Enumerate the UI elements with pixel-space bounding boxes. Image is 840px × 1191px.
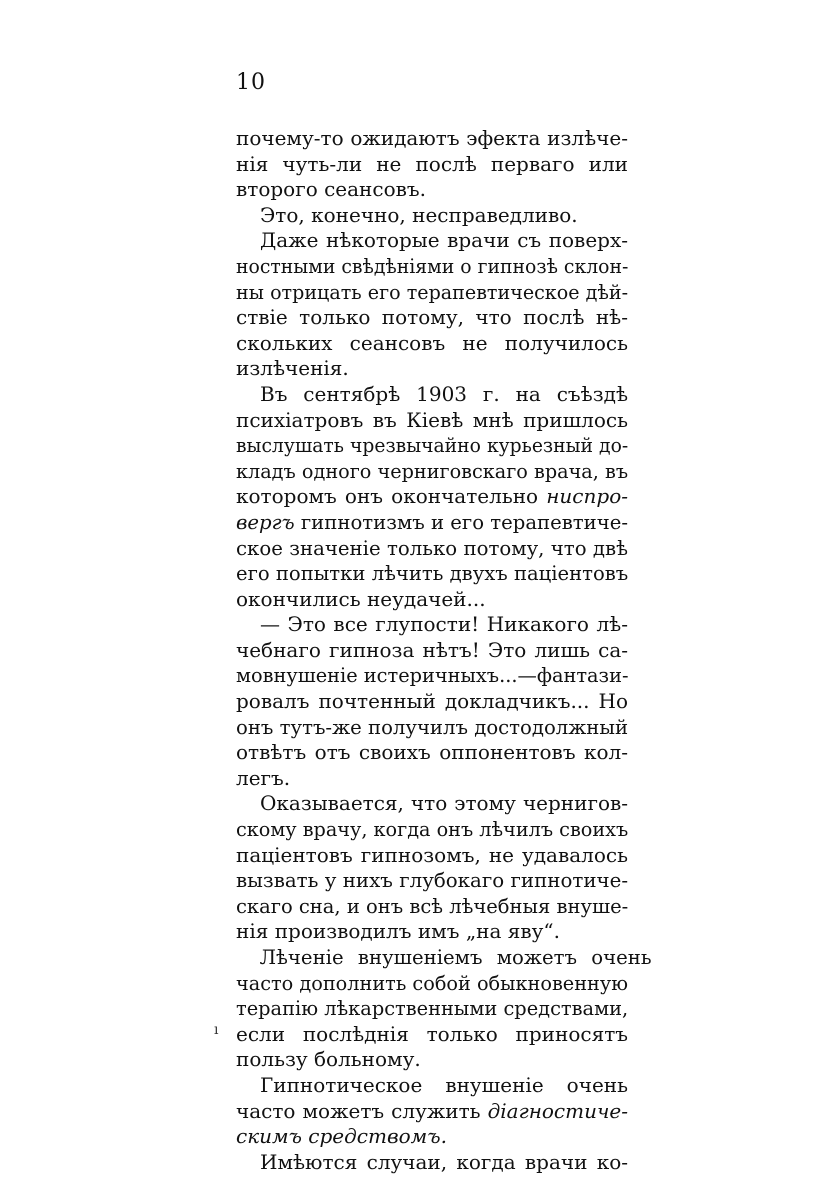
- text-span: гипнотизмъ и его терапевтиче-: [294, 509, 629, 534]
- text-span: если послѣднія только приносятъ: [236, 1021, 628, 1046]
- text-span: Это, конечно, несправедливо.: [260, 202, 578, 227]
- text-span: онъ тутъ-же получилъ достодолжный: [236, 714, 629, 739]
- text-line: [236, 1022, 628, 1048]
- text-span: нія чуть-ли не послѣ перваго или: [236, 151, 628, 176]
- text-line: [236, 356, 628, 382]
- text-line: [236, 177, 628, 203]
- text-line: [236, 894, 628, 920]
- text-line: [236, 868, 628, 894]
- text-line: [236, 536, 628, 562]
- text-span: нія производилъ имъ „на яву“.: [236, 919, 561, 944]
- text-line: [236, 663, 628, 689]
- text-span: — Это все глупости! Никакого лѣ-: [260, 612, 628, 637]
- text-span: вызвать у нихъ глубокаго гипнотиче-: [236, 868, 629, 893]
- text-line: [236, 587, 628, 613]
- text-span: Оказывается, что этому чернигов-: [260, 791, 628, 816]
- text-span: мовнушеніе истеричныхъ...—фантази-: [236, 663, 629, 688]
- text-line: [236, 561, 628, 587]
- text-line: [236, 484, 628, 510]
- margin-mark: ı: [214, 1022, 219, 1038]
- text-line: [236, 638, 628, 664]
- text-line: [236, 152, 628, 178]
- text-span: пользу больному.: [236, 1047, 421, 1072]
- text-span: ствіе только потому, что послѣ нѣ-: [236, 305, 628, 330]
- text-line: [236, 1124, 628, 1150]
- text-span: излѣченія.: [236, 356, 349, 381]
- page-number: 10: [236, 70, 266, 95]
- text-line: [236, 203, 628, 229]
- text-line: [236, 305, 628, 331]
- text-span: скаго сна, и онъ всѣ лѣчебныя внуше-: [236, 893, 629, 918]
- text-span: Въ сентябрѣ 1903 г. на съѣздѣ: [260, 381, 628, 406]
- text-span: Гипнотическое внушеніе очень: [260, 1072, 628, 1097]
- text-span: кладъ одного черниговскаго врача, въ: [236, 458, 629, 483]
- text-span: ны отрицать его терапевтическое дѣй-: [236, 279, 629, 304]
- text-line: [236, 1099, 628, 1125]
- text-line: [236, 996, 628, 1022]
- text-line: [236, 740, 628, 766]
- italic-text: вергъ: [236, 509, 295, 534]
- text-line: [236, 791, 628, 817]
- text-line: [236, 715, 628, 741]
- text-span: скольких сеансовъ не получилось: [236, 330, 628, 355]
- text-span: которомъ онъ окончательно: [236, 484, 547, 509]
- text-span: часто дополнить собой обыкновенную: [236, 970, 628, 995]
- text-span: терапію лѣкарственными средствами,: [236, 996, 629, 1021]
- text-span: ское значеніе только потому, что двѣ: [236, 535, 629, 560]
- italic-text: ниспро-: [546, 484, 628, 509]
- text-line: [236, 1150, 628, 1176]
- text-span: легъ.: [236, 765, 291, 790]
- text-line: [236, 408, 628, 434]
- text-span: ровалъ почтенный докладчикъ... Но: [236, 689, 628, 714]
- text-line: [236, 126, 628, 152]
- text-span: Лѣченіе внушеніемъ можетъ очень: [259, 945, 652, 969]
- text-line: [236, 459, 628, 485]
- italic-text: скимъ средствомъ.: [236, 1124, 447, 1149]
- text-line: [236, 433, 628, 459]
- text-line: [236, 919, 628, 945]
- text-line: [236, 945, 652, 971]
- text-span: почему-то ожидаютъ эфекта излѣче-: [236, 126, 628, 150]
- text-span: выслушать чрезвычайно курьезный до-: [236, 433, 629, 458]
- text-span: ностными свѣдѣніями о гипнозѣ склон-: [236, 253, 629, 278]
- text-line: [236, 254, 628, 280]
- text-span: скому врачу, когда онъ лѣчилъ своихъ: [236, 817, 629, 842]
- text-line: [236, 843, 628, 869]
- text-span: паціентовъ гипнозомъ, не удавалось: [236, 842, 628, 867]
- text-line: [236, 612, 628, 638]
- text-line: [236, 1073, 628, 1099]
- italic-text: діагностиче-: [487, 1098, 628, 1123]
- text-line: [236, 280, 628, 306]
- text-line: [236, 689, 628, 715]
- text-line: [236, 382, 628, 408]
- text-span: отвѣтъ отъ своихъ оппонентовъ кол-: [236, 740, 628, 765]
- text-span: Имѣются случаи, когда врачи ко-: [260, 1149, 628, 1174]
- text-line: [236, 971, 628, 997]
- text-line: [236, 331, 628, 357]
- text-span: психіатровъ въ Кіевѣ мнѣ пришлось: [236, 407, 628, 432]
- text-line: [236, 1047, 628, 1073]
- text-span: его попытки лѣчить двухъ паціентовъ: [236, 561, 629, 586]
- text-line: [236, 510, 628, 536]
- text-span: чебнаго гипноза нѣтъ! Это лишь са-: [236, 637, 628, 662]
- text-span: окончились неудачей...: [236, 586, 486, 611]
- text-line: [236, 228, 628, 254]
- text-span: второго сеансовъ.: [236, 177, 426, 202]
- text-span: часто можетъ служить: [236, 1098, 488, 1123]
- text-line: [236, 766, 628, 792]
- text-span: Даже нѣкоторые врачи съ поверх-: [260, 228, 628, 253]
- text-line: [236, 817, 628, 843]
- body-text: [236, 126, 652, 1175]
